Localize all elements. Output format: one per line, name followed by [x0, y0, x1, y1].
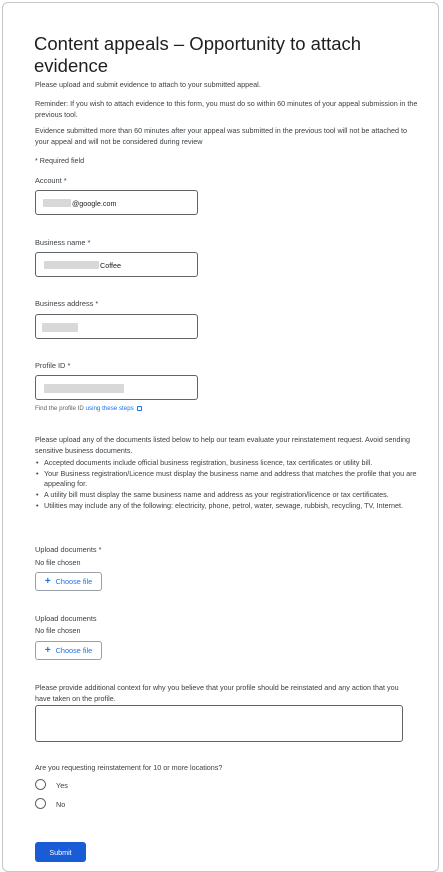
redacted-text	[43, 199, 71, 207]
radio-yes[interactable]	[35, 779, 46, 790]
external-link-icon	[137, 406, 142, 411]
documents-intro: Please upload any of the documents listed below to help our team evaluate your reinstatement request. Avoid sending sensitive business documents.	[35, 435, 411, 455]
list-item: • A utility bill must display the same business name and address as your registration/licence or tax certificates.	[44, 490, 419, 500]
list-item: • Your Business registration/Licence must display the business name and address that matches the profile that you are appealing for.	[44, 469, 419, 488]
business-address-label: Business address *	[35, 299, 99, 308]
choose-file-button-1[interactable]	[35, 572, 102, 591]
context-label: Please provide additional context for why you believe that your profile should be reinstated and any action that you have taken on the profile.	[35, 683, 399, 703]
choose-file-button-2[interactable]	[35, 641, 102, 660]
account-field[interactable]	[35, 190, 198, 215]
plus-icon: +	[44, 644, 51, 656]
account-label: Account *	[35, 176, 67, 185]
submit-label: Submit	[49, 847, 72, 857]
business-name-value: Coffee	[100, 261, 122, 270]
redacted-text	[42, 323, 78, 332]
upload-status-2: No file chosen	[35, 626, 81, 635]
choose-file-label: Choose file	[55, 646, 93, 655]
intro-text: Please upload and submit evidence to attach to your submitted appeal.	[35, 80, 261, 89]
upload-label-1: Upload documents *	[35, 545, 102, 554]
context-textarea[interactable]	[35, 705, 403, 742]
list-item: • Utilities may include any of the following: electricity, phone, petrol, water, sewage, rubbish, recycling, TV, Internet.	[44, 501, 419, 511]
radio-no[interactable]	[35, 798, 46, 809]
business-name-field[interactable]	[35, 252, 198, 277]
redacted-text	[44, 261, 99, 269]
warning-text: Evidence submitted more than 60 minutes after your appeal was submitted in the previous tool will not be attached to your appeal and will not be considered during review	[35, 126, 407, 146]
business-address-field[interactable]	[35, 314, 198, 339]
page-title: Content appeals – Opportunity to attach evidence	[34, 33, 362, 76]
locations-question: Are you requesting reinstatement for 10 or more locations?	[35, 763, 223, 772]
radio-yes-label: Yes	[56, 781, 68, 790]
redacted-text	[44, 384, 124, 393]
business-name-label: Business name *	[35, 238, 91, 247]
list-item: • Accepted documents include official business registration, business licence, tax certificates or utility bill.	[44, 458, 419, 468]
upload-label-2: Upload documents	[35, 614, 97, 623]
reminder-text: Reminder: If you wish to attach evidence to this form, you must do so within 60 minutes of your appeal submission in the previous tool.	[35, 99, 418, 119]
choose-file-label: Choose file	[55, 577, 93, 586]
profile-id-field[interactable]	[35, 375, 198, 400]
plus-icon: +	[44, 575, 51, 587]
required-note: * Required field	[35, 156, 85, 165]
documents-list	[36, 458, 419, 512]
using-these-steps-link[interactable]: using these steps	[85, 405, 134, 412]
helper-prefix: Find the profile ID	[35, 405, 84, 412]
profile-id-helper	[35, 405, 142, 412]
upload-status-1: No file chosen	[35, 558, 81, 567]
profile-id-label: Profile ID *	[35, 361, 71, 370]
submit-button[interactable]	[35, 842, 86, 862]
account-value: @google.com	[72, 199, 117, 208]
radio-no-label: No	[56, 800, 66, 809]
